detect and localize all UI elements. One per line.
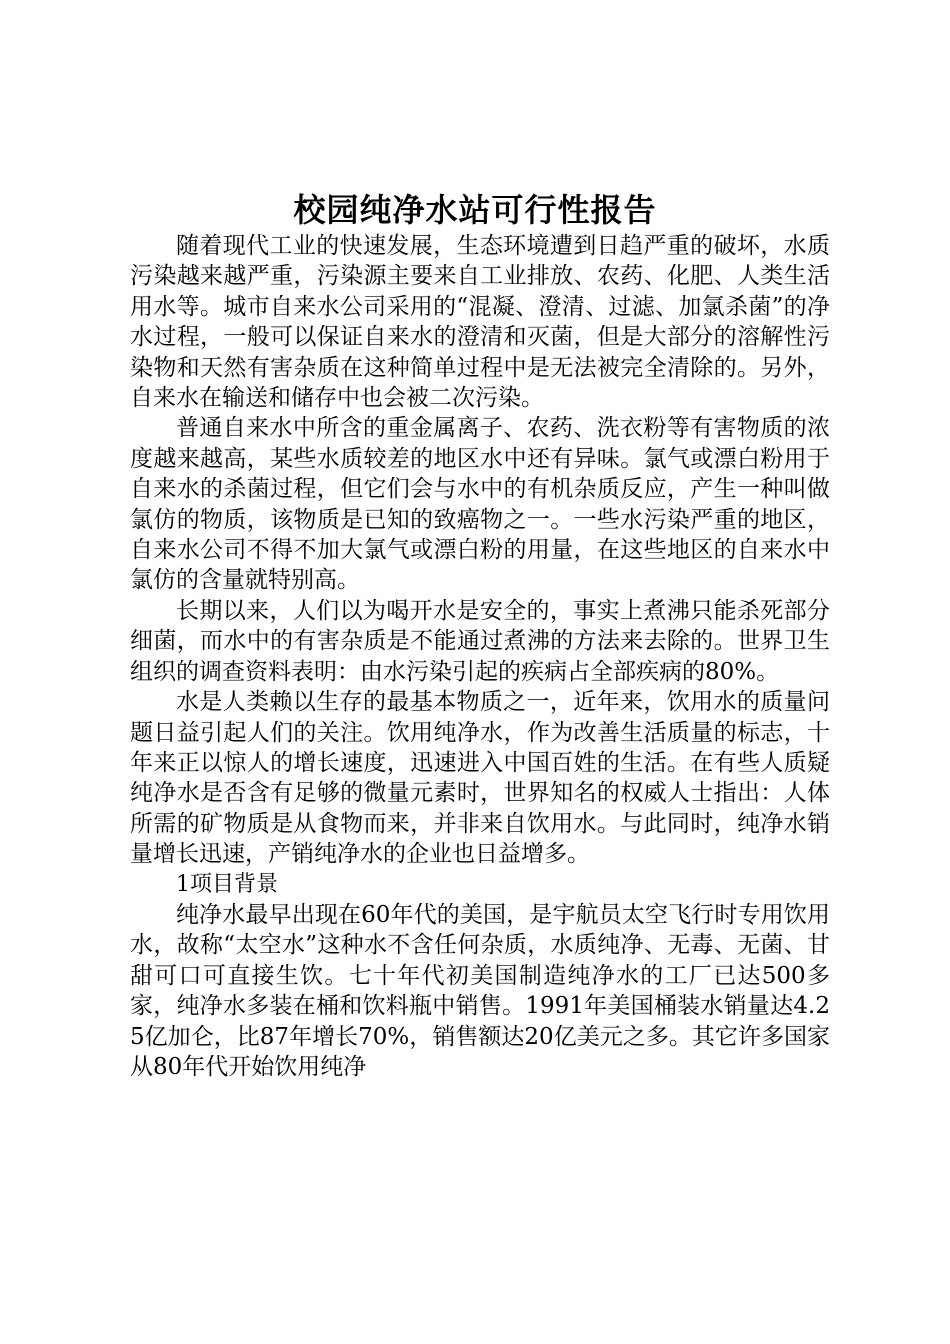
paragraph-pure-water-trend: 水是人类赖以生存的最基本物质之一，近年来，饮用水的质量问题日益引起人们的关注。饮用纯净水，作为改善生活质量的标志，十年来正以惊人的增长速度，迅速进入中国百姓的生活。在有些人质疑纯净水是否含有足够的微量元素时，世界知名的权威人士指出：人体所需的矿物质是从食物而来，并非来自饮用水。与此同时，纯净水销量增长迅速，产销纯净水的企业也日益增多。 — [130, 689, 830, 868]
paragraph-tap-water-hazards: 普通自来水中所含的重金属离子、农药、洗衣粉等有害物质的浓度越来越高，某些水质较差的地区水中还有异味。氯气或漂白粉用于自来水的杀菌过程，但它们会与水中的有机杂质反应，产生一种叫做氯仿的物质，该物质是已知的致癌物之一。一些水污染严重的地区，自来水公司不得不加大氯气或漂白粉的用量，在这些地区的自来水中氯仿的含量就特别高。 — [130, 415, 830, 594]
paragraph-water-pollution: 随着现代工业的快速发展，生态环境遭到日趋严重的破坏，水质污染越来越严重，污染源主要来自工业排放、农药、化肥、人类生活用水等。城市自来水公司采用的“混凝、澄清、过滤、加氯杀菌”的净水过程，一般可以保证自来水的澄清和灭菌，但是大部分的溶解性污染物和天然有害杂质在这种简单过程中是无法被完全清除的。另外，自来水在输送和储存中也会被二次污染。 — [130, 233, 830, 412]
document-title: 校园纯净水站可行性报告 — [293, 191, 657, 229]
paragraph-pure-water-history: 纯净水最早出现在60年代的美国，是宇航员太空飞行时专用饮用水，故称“太空水”这种水不含任何杂质，水质纯净、无毒、无菌、甘甜可口可直接生饮。七十年代初美国制造纯净水的工厂已达500多家，纯净水多装在桶和饮料瓶中销售。1991年美国桶装水销量达4.25亿加仑，比87年增长70%，销售额达20亿美元之多。其它许多国家从80年代开始饮用纯净 — [130, 901, 830, 1080]
document-body — [130, 231, 830, 1082]
section-heading-background: 1项目背景 — [176, 871, 278, 897]
paragraph-boiling-water: 长期以来，人们以为喝开水是安全的，事实上煮沸只能杀死部分细菌，而水中的有害杂质是不能通过煮沸的方法来去除的。世界卫生组织的调查资料表明：由水污染引起的疾病占全部疾病的80%。 — [130, 597, 830, 685]
